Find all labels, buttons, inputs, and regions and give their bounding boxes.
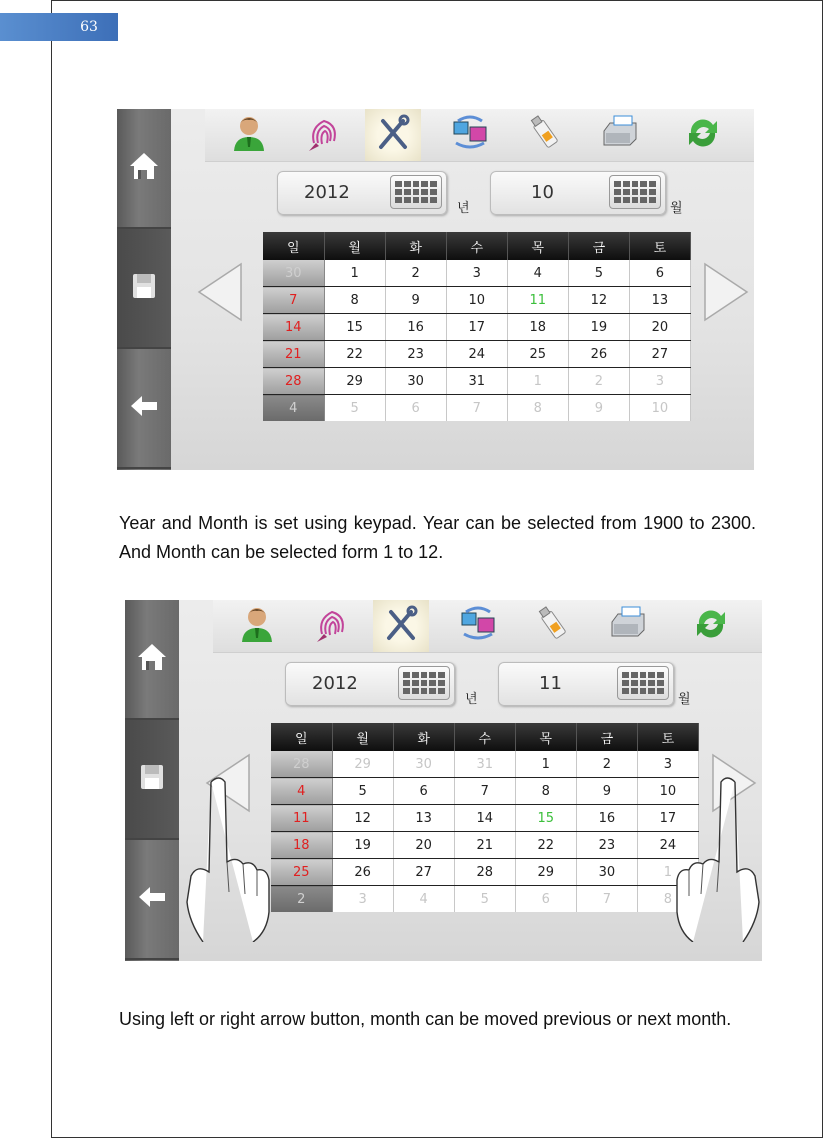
fingerprint-icon [304,113,344,157]
calendar-day[interactable]: 18 [507,314,568,341]
calendar-day[interactable]: 21 [263,341,324,368]
calendar-day[interactable]: 12 [332,805,393,832]
page-number-tab [0,13,118,41]
calendar-day[interactable]: 20 [629,314,690,341]
calendar-day[interactable]: 7 [446,395,507,422]
month-field[interactable] [490,171,666,215]
calendar-day[interactable]: 16 [385,314,446,341]
save-button[interactable] [125,720,179,840]
calendar-day[interactable]: 29 [515,859,576,886]
calendar-day[interactable]: 8 [515,778,576,805]
calendar-week [263,314,691,341]
calendar-day[interactable]: 17 [637,805,698,832]
left-arrow-icon [195,327,243,346]
calendar-week [263,395,691,422]
calendar-day[interactable]: 23 [385,341,446,368]
weekday-header: 화 [393,723,454,751]
year-field[interactable] [277,171,447,215]
toolbar [213,600,762,653]
calendar-day[interactable]: 23 [576,832,637,859]
month-unit: 월 [670,201,683,216]
fingerprint-button[interactable] [302,113,346,157]
calendar-day[interactable]: 2 [385,260,446,287]
right-arrow-icon [703,327,751,346]
usb-icon [533,604,573,648]
calendar-day[interactable]: 26 [332,859,393,886]
calendar-week [271,886,699,913]
calendar-day[interactable]: 16 [576,805,637,832]
network-icon [458,604,498,648]
user-icon [229,113,269,157]
calendar-day[interactable]: 22 [324,341,385,368]
weekday-header: 토 [629,232,690,260]
printer-icon [600,113,640,157]
weekday-header: 금 [568,232,629,260]
calendar-day[interactable]: 29 [324,368,385,395]
network-icon [450,113,490,157]
calendar-grid [263,232,691,421]
calendar-day[interactable]: 14 [454,805,515,832]
calendar-day[interactable]: 11 [271,805,332,832]
calendar-day[interactable]: 3 [332,886,393,913]
network-button[interactable] [456,604,500,648]
calendar-day[interactable]: 30 [393,751,454,778]
calendar-day[interactable]: 6 [393,778,454,805]
calendar-day[interactable]: 19 [568,314,629,341]
calendar-day[interactable]: 7 [263,287,324,314]
calendar-week [271,778,699,805]
tools-icon [373,113,413,157]
fingerprint-button[interactable] [310,604,354,648]
calendar-day[interactable]: 4 [263,395,324,422]
weekday-header: 수 [446,232,507,260]
calendar-day[interactable]: 4 [393,886,454,913]
fingerprint-icon [312,604,352,648]
next-month-button[interactable] [703,242,751,342]
month-value: 10 [531,182,554,203]
calendar-day[interactable]: 24 [446,341,507,368]
calendar-day[interactable]: 5 [332,778,393,805]
calendar-day[interactable]: 8 [507,395,568,422]
sidebar [125,600,179,961]
calendar-day[interactable]: 30 [263,260,324,287]
back-button[interactable] [117,349,171,469]
save-icon [127,269,161,307]
save-button[interactable] [117,229,171,349]
weekday-header: 월 [324,232,385,260]
calendar-day[interactable]: 13 [629,287,690,314]
back-button[interactable] [125,840,179,960]
printer-button[interactable] [598,113,642,157]
calendar-day[interactable]: 15 [515,805,576,832]
usb-button[interactable] [531,604,575,648]
calendar-day[interactable]: 19 [332,832,393,859]
home-icon [135,640,169,678]
back-icon [127,389,161,427]
calendar-day[interactable]: 27 [393,859,454,886]
refresh-icon [683,113,723,157]
calendar-day[interactable]: 25 [507,341,568,368]
keypad-icon[interactable] [617,666,669,700]
calendar-day[interactable]: 7 [454,778,515,805]
usb-icon [525,113,565,157]
calendar-day[interactable]: 14 [263,314,324,341]
calendar-day[interactable]: 5 [324,395,385,422]
calendar-day[interactable]: 12 [568,287,629,314]
calendar-week [263,260,691,287]
home-icon [127,149,161,187]
calendar-day[interactable]: 28 [454,859,515,886]
calendar-day[interactable]: 31 [446,368,507,395]
calendar-day[interactable]: 3 [637,751,698,778]
calendar-day[interactable]: 25 [271,859,332,886]
hand-icon [183,772,273,942]
weekday-header: 금 [576,723,637,751]
calendar-day[interactable]: 1 [637,859,698,886]
calendar-grid [271,723,699,912]
weekday-header: 화 [385,232,446,260]
calendar-day[interactable]: 22 [515,832,576,859]
user-icon [237,604,277,648]
calendar-day[interactable]: 3 [446,260,507,287]
calendar-day[interactable]: 6 [385,395,446,422]
user-button[interactable] [227,113,271,157]
calendar-day[interactable]: 31 [454,751,515,778]
weekday-header: 수 [454,723,515,751]
year-unit: 년 [457,201,470,216]
calendar-day[interactable]: 2 [576,751,637,778]
weekday-header: 일 [271,723,332,751]
weekday-header: 목 [515,723,576,751]
calendar-day[interactable]: 7 [576,886,637,913]
calendar-day[interactable]: 9 [385,287,446,314]
printer-button[interactable] [606,604,650,648]
refresh-icon [691,604,731,648]
calendar-day[interactable]: 18 [271,832,332,859]
toolbar [205,109,754,162]
prev-month-button[interactable] [195,242,243,342]
calendar-day[interactable]: 11 [507,287,568,314]
calendar-day[interactable]: 4 [271,778,332,805]
month-field[interactable] [498,662,674,706]
year-value: 2012 [312,673,358,694]
weekday-header: 목 [507,232,568,260]
calendar-day[interactable]: 6 [629,260,690,287]
device-screenshot [125,600,762,961]
calendar-day[interactable]: 2 [271,886,332,913]
month-value: 11 [539,673,562,694]
calendar-day[interactable]: 24 [637,832,698,859]
keypad-icon[interactable] [609,175,661,209]
printer-icon [608,604,648,648]
calendar-day[interactable]: 3 [629,368,690,395]
paragraph-keypad: Year and Month is set using keypad. Year can be selected from 1900 to 2300. And Month can be selected form 1 to 12. [119,513,756,562]
calendar-week [263,368,691,395]
sidebar [117,109,171,470]
calendar-day[interactable]: 17 [446,314,507,341]
weekday-header: 일 [263,232,324,260]
calendar-day[interactable]: 28 [263,368,324,395]
calendar-day[interactable]: 20 [393,832,454,859]
home-button[interactable] [117,109,171,229]
calendar-day[interactable]: 1 [324,260,385,287]
page-number: 63 [80,19,98,35]
tools-button[interactable] [373,600,429,652]
calendar-day[interactable]: 8 [324,287,385,314]
usb-button[interactable] [523,113,567,157]
calendar-day[interactable]: 5 [454,886,515,913]
calendar-week [271,805,699,832]
weekday-header: 월 [332,723,393,751]
paragraph-arrows: Using left or right arrow button, month can be moved previous or next month. [119,1009,732,1029]
year-field[interactable] [285,662,455,706]
calendar-day[interactable]: 6 [515,886,576,913]
month-unit: 월 [678,692,691,707]
weekday-header: 토 [637,723,698,751]
keypad-icon[interactable] [398,666,450,700]
tools-icon [381,604,421,648]
calendar-day[interactable]: 1 [507,368,568,395]
calendar-week [263,341,691,368]
calendar-day[interactable]: 30 [576,859,637,886]
calendar-day[interactable]: 10 [637,778,698,805]
calendar-day[interactable]: 26 [568,341,629,368]
calendar-day[interactable]: 28 [271,751,332,778]
tools-button[interactable] [365,109,421,161]
keypad-icon[interactable] [390,175,442,209]
network-button[interactable] [448,113,492,157]
back-icon [135,880,169,918]
calendar-day[interactable]: 9 [576,778,637,805]
calendar-day[interactable]: 15 [324,314,385,341]
calendar-week [271,859,699,886]
year-unit: 년 [465,692,478,707]
calendar-day[interactable]: 30 [385,368,446,395]
calendar-day[interactable]: 9 [568,395,629,422]
calendar-day[interactable]: 27 [629,341,690,368]
calendar-day[interactable]: 5 [568,260,629,287]
year-value: 2012 [304,182,350,203]
device-screenshot [117,109,754,470]
calendar-day[interactable]: 13 [393,805,454,832]
calendar-day[interactable]: 29 [332,751,393,778]
calendar-day[interactable]: 1 [515,751,576,778]
calendar-week [271,751,699,778]
calendar-week [263,287,691,314]
user-button[interactable] [235,604,279,648]
calendar-day[interactable]: 4 [507,260,568,287]
calendar-day[interactable]: 10 [446,287,507,314]
calendar-day[interactable]: 21 [454,832,515,859]
calendar-day[interactable]: 2 [568,368,629,395]
hand-icon [673,772,762,942]
home-button[interactable] [125,600,179,720]
calendar-day[interactable]: 10 [629,395,690,422]
calendar-week [271,832,699,859]
calendar-day[interactable]: 8 [637,886,698,913]
refresh-button[interactable] [681,113,725,157]
refresh-button[interactable] [689,604,733,648]
save-icon [135,760,169,798]
